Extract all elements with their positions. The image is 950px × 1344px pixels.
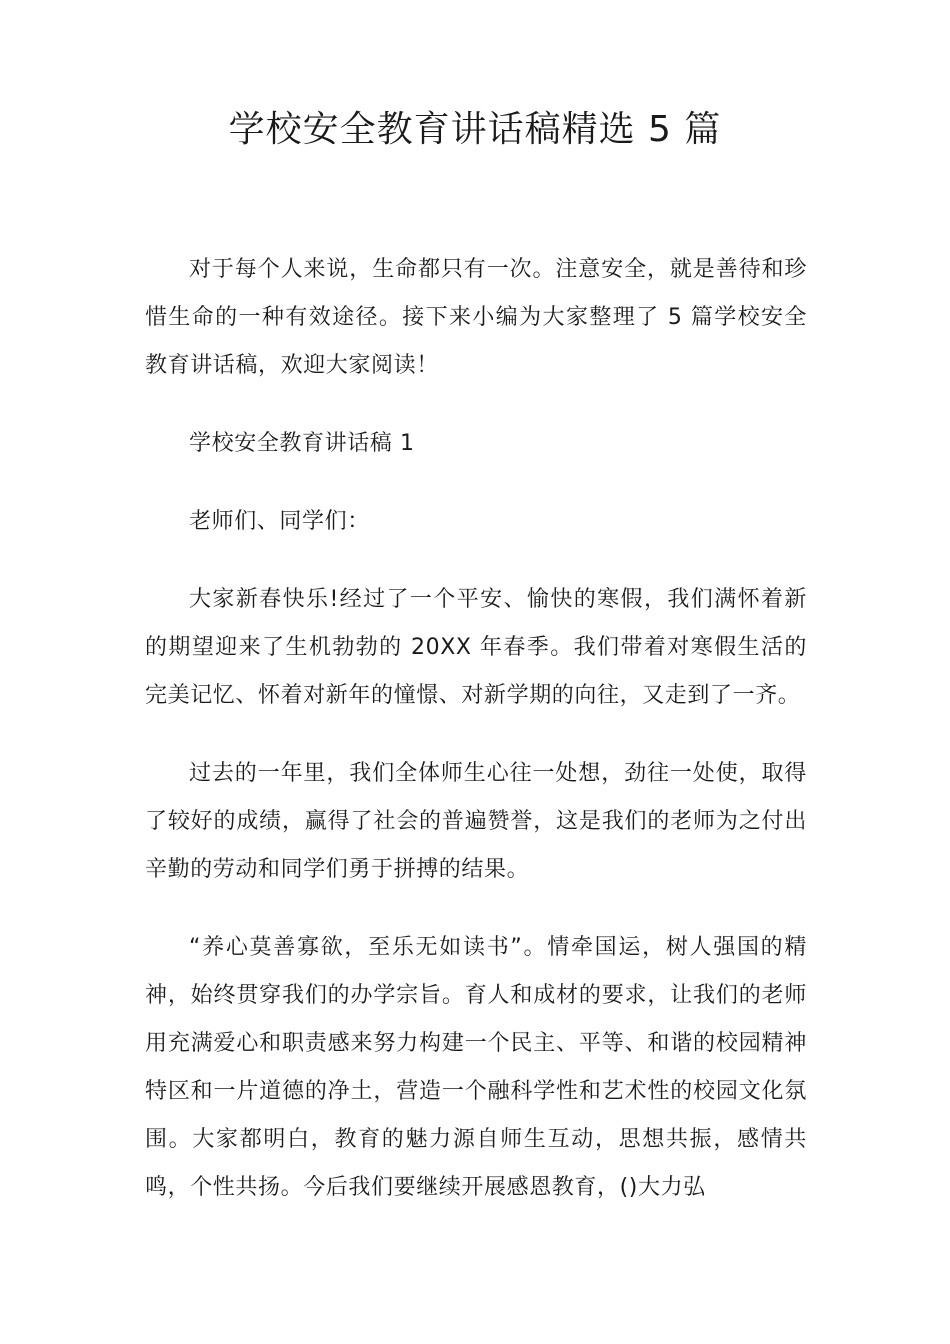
document-body bbox=[145, 246, 807, 1242]
salutation: 老师们、同学们： bbox=[189, 509, 370, 534]
document-title: 学校安全教育讲话稿精选 5 篇 bbox=[228, 109, 722, 150]
intro-paragraph: 对于每个人来说，生命都只有一次。注意安全，就是善待和珍惜生命的一种有效途径。接下来小编为大家整理了 5 篇学校安全教育讲话稿，欢迎大家阅读！ bbox=[145, 257, 807, 378]
body-paragraph: 大家新春快乐!经过了一个平安、愉快的寒假，我们满怀着新的期望迎来了生机勃勃的 20XX 年春季。我们带着对寒假生活的完美记忆、怀着对新年的憧憬、对新学期的向往，又走到了一齐。 bbox=[145, 587, 807, 708]
body-paragraph: 过去的一年里，我们全体师生心往一处想，劲往一处使，取得了较好的成绩，赢得了社会的普遍赞誉，这是我们的老师为之付出辛勤的劳动和同学们勇于拼搏的结果。 bbox=[145, 761, 807, 882]
section-heading: 学校安全教育讲话稿 1 bbox=[189, 431, 415, 456]
body-paragraph: “养心莫善寡欲，至乐无如读书”。情牵国运，树人强国的精神，始终贯穿我们的办学宗旨。育人和成材的要求，让我们的老师用充满爱心和职责感来努力构建一个民主、平等、和谐的校园精神特区和一片道德的净土，营造一个融科学性和艺术性的校园文化氛围。大家都明白，教育的魅力源自师生互动，思想共振，感情共鸣，个性共扬。今后我们要继续开展感恩教育，()大力弘 bbox=[145, 935, 807, 1200]
